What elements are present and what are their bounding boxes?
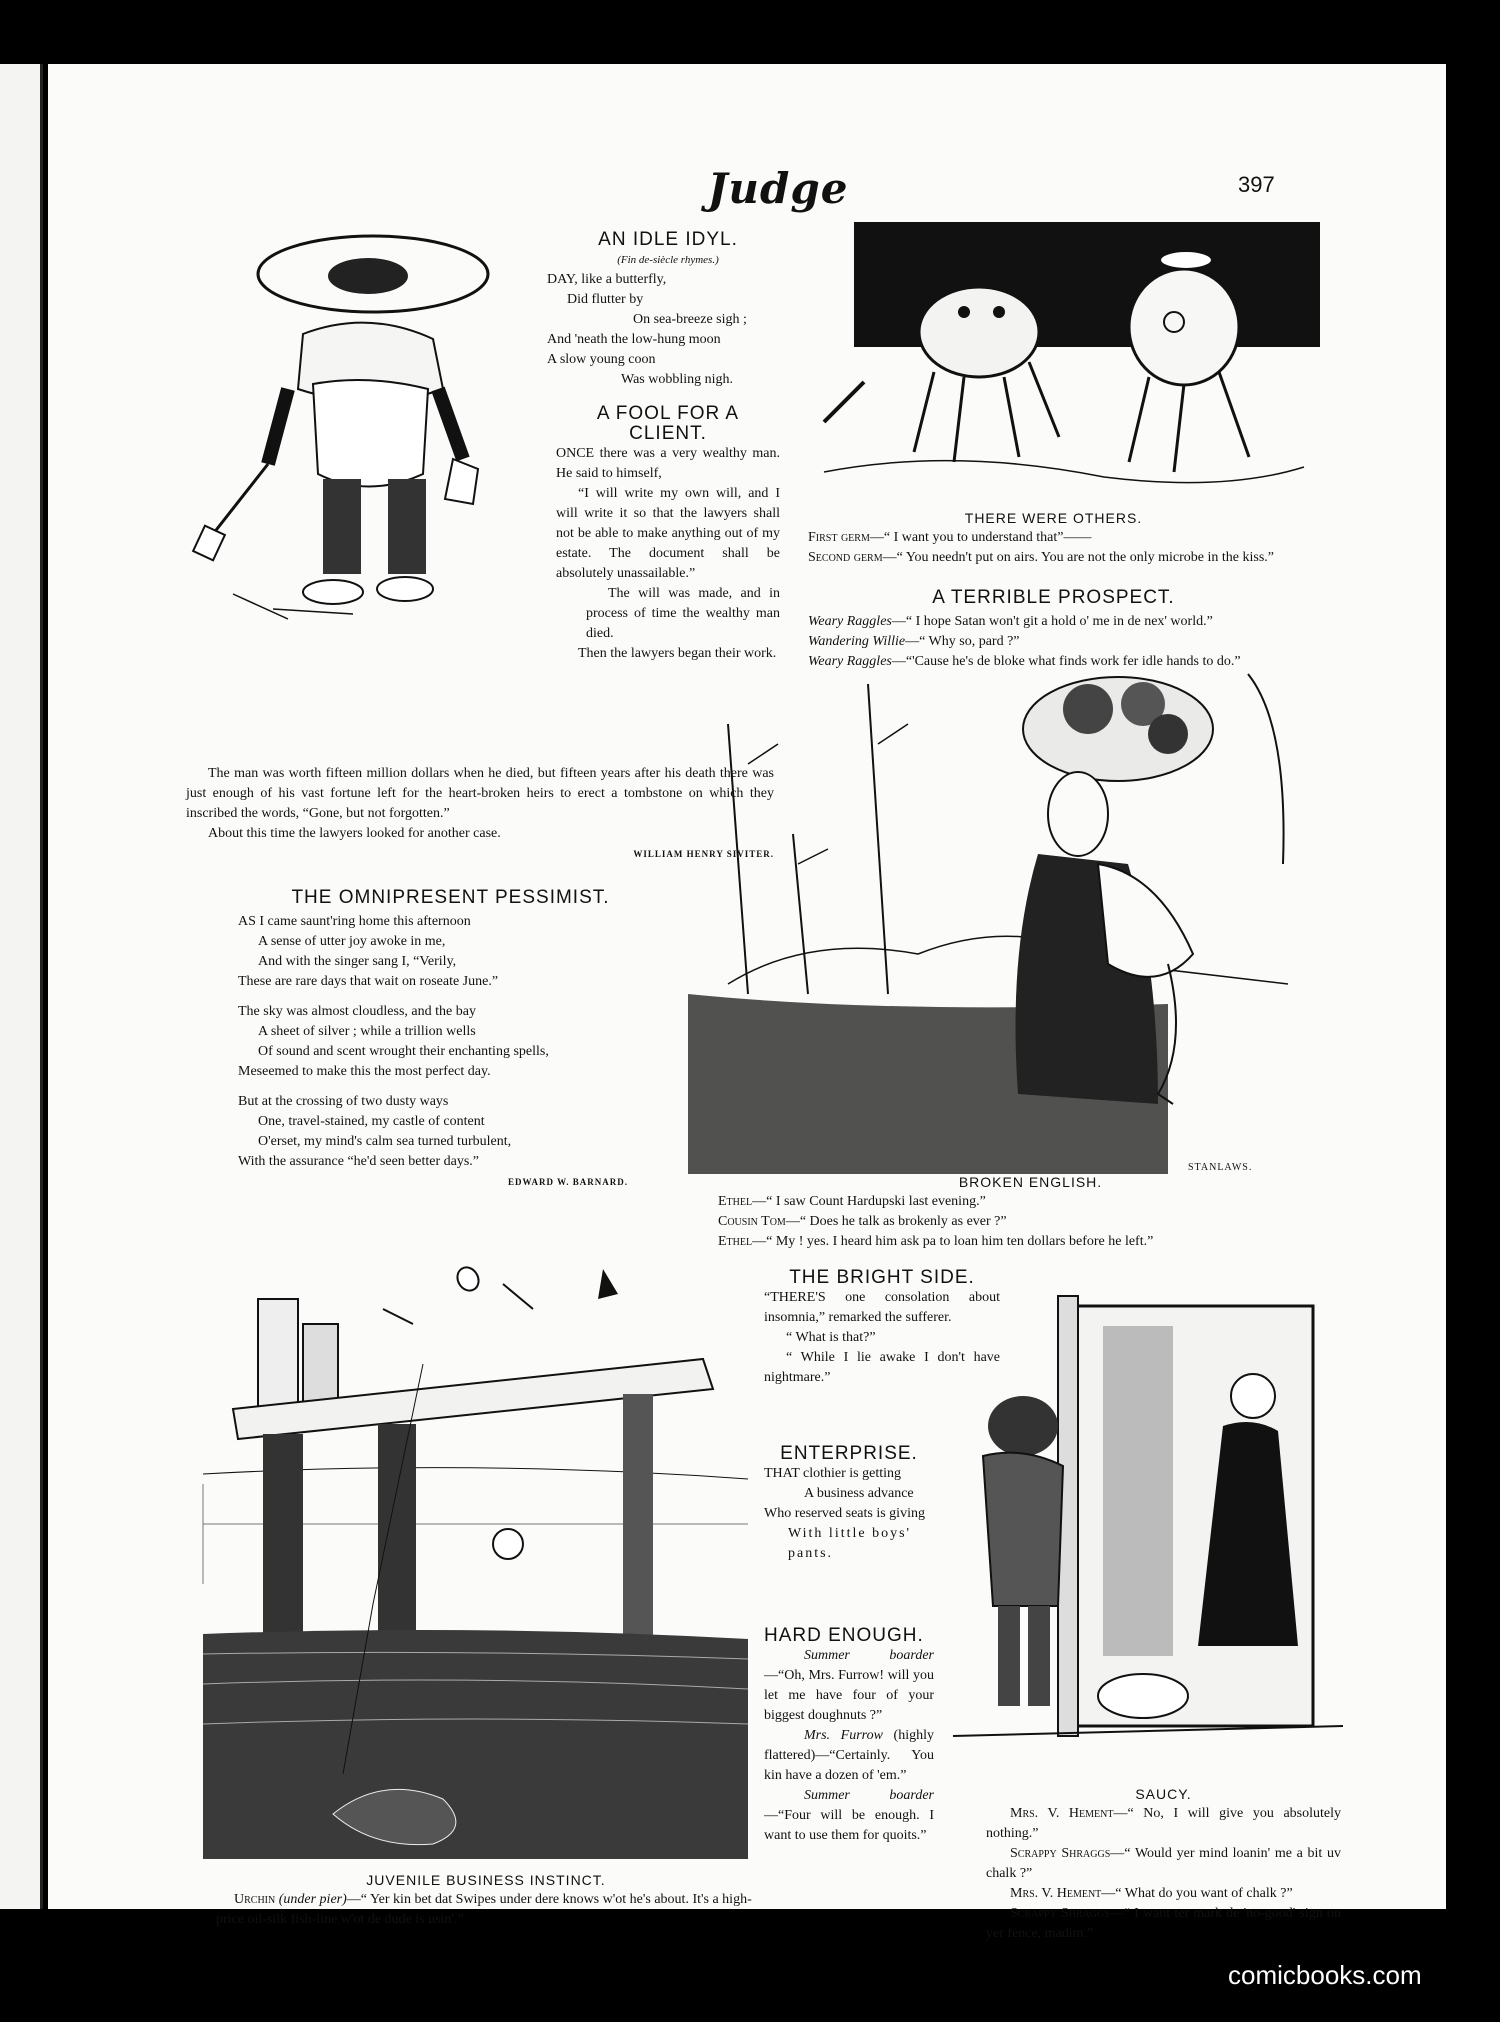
others-speaker: First germ [808, 530, 870, 545]
enterprise-line: THAT clothier is getting [764, 1466, 901, 1481]
fool-client-paragraph: Then the lawyers began their work. [578, 646, 777, 661]
hard-speaker: Summer boarder [804, 1788, 934, 1803]
broken-english-section [718, 1172, 1343, 1252]
pessimist-line: AS I came saunt'ring home this afternoon [238, 914, 471, 929]
idle-idyl-line: DAY, like a butterfly, [547, 272, 667, 287]
enterprise-line: A business advance [804, 1486, 914, 1501]
juvenile-aside: (under pier) [278, 1892, 347, 1907]
juvenile-caption: JUVENILE BUSINESS INSTINCT. [366, 1872, 606, 1888]
saucy-dialogue: —“ What do you want of chalk ?” [1101, 1886, 1293, 1901]
pessimist-author: EDWARD W. BARNARD. [507, 1177, 628, 1187]
bright-paragraph: “ While I lie awake I don't have nightmare.” [764, 1350, 1000, 1385]
fool-client-paragraph: ONCE there was a very wealthy man. He said to himself, [556, 446, 780, 481]
fool-client-title: A FOOL FOR A [596, 403, 740, 424]
hard-speaker: Mrs. Furrow [804, 1728, 883, 1743]
idle-idyl-subtitle: (Fin de-siècle rhymes.) [617, 254, 719, 266]
terrible-dialogue: —“ I hope Satan won't git a hold o' me in de nex' world.” [891, 614, 1213, 629]
fool-client-title-2: CLIENT. [629, 423, 707, 444]
broken-english-artist: STANLAWS. [1188, 1162, 1253, 1173]
pessimist-line: Meseemed to make this the most perfect day. [238, 1064, 491, 1079]
pessimist-poem [238, 888, 663, 1192]
saucy-speaker: Scrappy Shraggs [1010, 1906, 1110, 1921]
hard-enough [764, 1626, 934, 1846]
page-number: 397 [1238, 172, 1275, 197]
bright-title: THE BRIGHT SIDE. [789, 1267, 975, 1288]
others-caption: THERE WERE OTHERS. [964, 510, 1143, 526]
saucy-dialogue: —“ Would yer mind loanin' me a bit uv chalk ?” [986, 1846, 1341, 1881]
fool-client-paragraph: The will was made, and in process of time the wealthy man died. [586, 586, 780, 641]
idle-idyl-line: On sea-breeze sigh ; [633, 312, 747, 327]
pessimist-line: O'erset, my mind's calm sea turned turbulent, [258, 1134, 512, 1149]
left-page-edge [0, 64, 43, 1909]
terrible-dialogue: —“ Why so, pard ?” [905, 634, 1020, 649]
woman-in-hat-illustration [688, 664, 1333, 1174]
idle-idyl-line: A slow young coon [547, 352, 656, 367]
enterprise-line: Who reserved seats is giving [764, 1506, 925, 1521]
pessimist-line: With the assurance “he'd seen better days.” [238, 1154, 480, 1169]
broken-speaker: Ethel [718, 1234, 753, 1249]
masthead: Judge [707, 164, 849, 213]
pessimist-line: The sky was almost cloudless, and the bay [238, 1004, 476, 1019]
fool-client-paragraph: About this time the lawyers looked for another case. [208, 826, 501, 841]
others-section [766, 508, 1341, 568]
juvenile-section [216, 1870, 756, 1930]
broken-speaker: Cousin Tom [718, 1214, 786, 1229]
hard-dialogue: (highly flattered)—“Certainly. You kin have a dozen of 'em.” [764, 1728, 934, 1783]
others-dialogue: —“ You needn't put on airs. You are not the only microbe in the kiss.” [882, 550, 1274, 565]
saucy-speaker: Mrs. V. Hement [1010, 1806, 1114, 1821]
others-dialogue: —“ I want you to understand that”—— [869, 530, 1092, 545]
enterprise-poem [764, 1444, 934, 1564]
germs-illustration [804, 222, 1324, 502]
terrible-speaker: Weary Raggles [808, 614, 892, 629]
bright-paragraph: “ What is that?” [786, 1330, 876, 1345]
terrible-speaker: Wandering Willie [808, 634, 906, 649]
magazine-page [48, 64, 1446, 1941]
hard-title: HARD ENOUGH. [764, 1625, 924, 1646]
pessimist-line: These are rare days that wait on roseate June.” [238, 974, 499, 989]
terrible-title: A TERRIBLE PROSPECT. [932, 587, 1175, 608]
idle-idyl-line: And 'neath the low-hung moon [547, 332, 721, 347]
others-speaker: Second germ [808, 550, 883, 565]
idle-idyl-line: Did flutter by [567, 292, 644, 307]
fool-client-author: WILLIAM HENRY SIVITER. [633, 849, 774, 859]
saucy-speaker: Mrs. V. Hement [1010, 1886, 1102, 1901]
idle-idyl-title: AN IDLE IDYL. [598, 229, 738, 250]
broken-dialogue: —“ My ! yes. I heard him ask pa to loan him ten dollars before he left.” [752, 1234, 1154, 1249]
broken-speaker: Ethel [718, 1194, 753, 1209]
fool-client-paragraph: The man was worth fifteen million dollars when he died, but fifteen years after his death there was just enough of his vast fortune left for the heart-broken heirs to erect a tombstone on which they inscribed the words, “Gone, but not forgotten.” [186, 766, 774, 821]
pessimist-line: And with the singer sang I, “Verily, [258, 954, 457, 969]
juvenile-speaker: Urchin [234, 1892, 276, 1907]
enterprise-line: With little boys' pants. [788, 1526, 912, 1561]
broken-dialogue: —“ Does he talk as brokenly as ever ?” [785, 1214, 1007, 1229]
juvenile-dialogue: —“ Yer kin bet dat Swipes under dere knows w'ot he's about. It's a high-price oil-silk fish-line w'ot de dude is usin'.” [216, 1892, 752, 1927]
fool-client-paragraph: “I will write my own will, and I will write it so that the lawyers shall not be able to make anything out of my estate. The document shall be absolutely unassailable.” [556, 486, 780, 581]
pessimist-line: Of sound and scent wrought their enchanting spells, [258, 1044, 549, 1059]
idle-idyl-poem [503, 230, 833, 390]
hard-speaker: Summer boarder [804, 1648, 934, 1663]
terrible-dialogue: —“'Cause he's de bloke what finds work fer idle hands to do.” [891, 654, 1241, 669]
pessimist-line: A sheet of silver ; while a trillion wells [258, 1024, 476, 1039]
idle-idyl-line: Was wobbling nigh. [621, 372, 734, 387]
fool-client-story [556, 404, 780, 664]
saucy-section [986, 1784, 1341, 1944]
pessimist-title: THE OMNIPRESENT PESSIMIST. [291, 887, 610, 908]
pessimist-line: But at the crossing of two dusty ways [238, 1094, 449, 1109]
pessimist-line: One, travel-stained, my castle of content [258, 1114, 485, 1129]
saucy-caption: SAUCY. [1135, 1786, 1192, 1802]
broken-dialogue: —“ I saw Count Hardupski last evening.” [752, 1194, 986, 1209]
pier-fishing-illustration [203, 1254, 748, 1859]
terrible-speaker: Weary Raggles [808, 654, 892, 669]
saucy-speaker: Scrappy Shraggs [1010, 1846, 1111, 1861]
hard-dialogue: —“Oh, Mrs. Furrow! will you let me have four of your biggest doughnuts ?” [764, 1668, 934, 1723]
saucy-dialogue: —“ I want ter mark de 'no-good' sign on yer fence, madim.” [986, 1906, 1341, 1941]
hard-dialogue: —“Four will be enough. I want to use them for quoits.” [764, 1808, 934, 1843]
watermark-credit: comicbooks.com [1228, 1960, 1422, 1990]
fool-client-continued [186, 764, 774, 864]
saucy-dialogue: —“ No, I will give you absolutely nothing.” [986, 1806, 1341, 1841]
doorway-tramp-illustration [953, 1276, 1343, 1776]
enterprise-title: ENTERPRISE. [780, 1443, 918, 1464]
terrible-prospect [766, 588, 1341, 672]
broken-caption: BROKEN ENGLISH. [958, 1174, 1103, 1190]
pessimist-line: A sense of utter joy awoke in me, [258, 934, 446, 949]
bright-paragraph: “THERE'S one consolation about insomnia,” remarked the sufferer. [764, 1290, 1000, 1325]
